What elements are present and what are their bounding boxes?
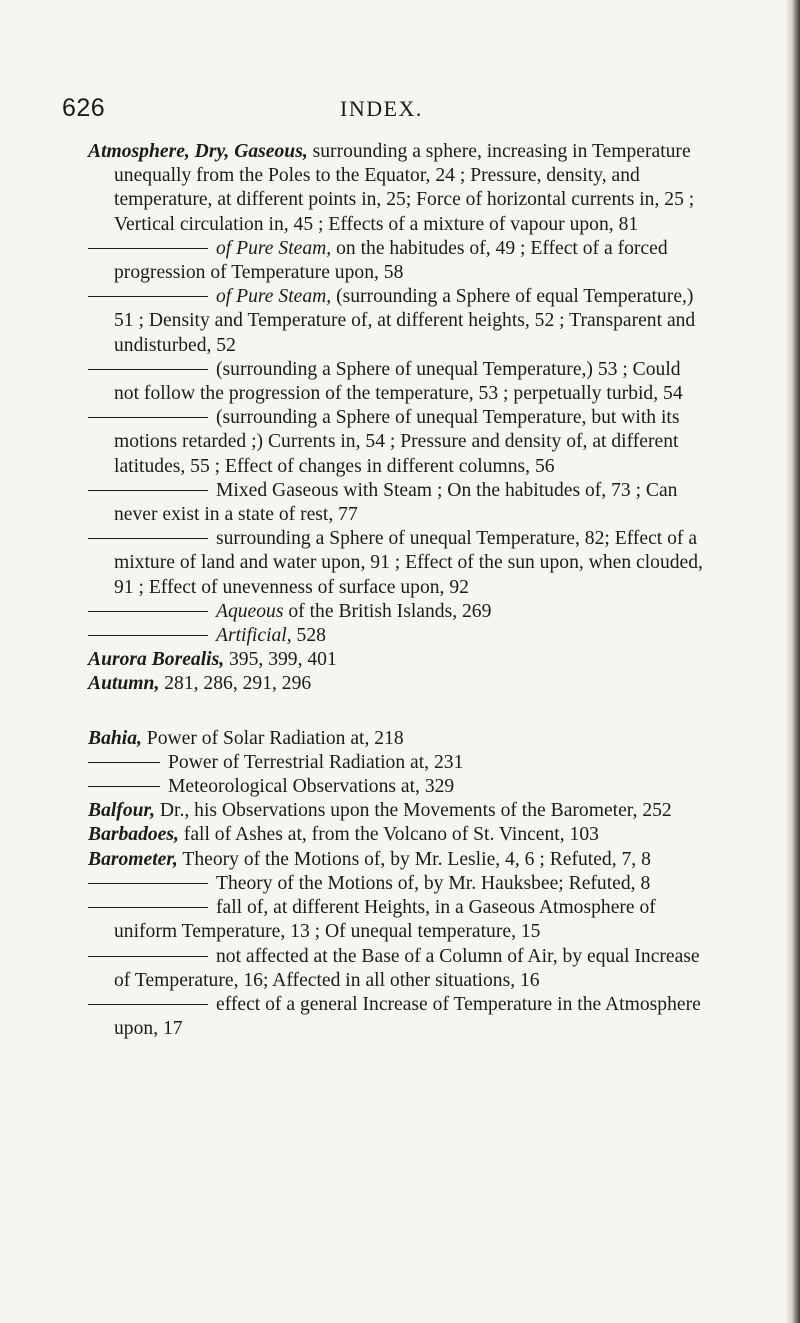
page-number: 626 (62, 94, 106, 122)
index-entry-atmosphere (88, 140, 708, 237)
running-head: INDEX. (340, 96, 423, 121)
subentry-head: of Pure Steam, (216, 237, 332, 259)
entry-text: fall of, at different Heights, in a Gaseous Atmosphere of uniform Temperature, 13 ; Of unequal temperature, 15 (114, 897, 656, 943)
index-subentry (88, 285, 708, 358)
ditto-dash (88, 538, 208, 539)
entry-text: Mixed Gaseous with Steam ; On the habitudes of, 73 ; Can never exist in a state of rest, 77 (114, 479, 678, 526)
ditto-dash (88, 1004, 208, 1005)
ditto-dash (88, 883, 208, 884)
headword: Autumn, (88, 673, 160, 695)
index-subentry (88, 775, 708, 799)
entry-text: 281, 286, 291, 296 (159, 673, 312, 695)
subentry-head: Artificial, (216, 625, 292, 647)
entry-text: 395, 399, 401 (224, 649, 337, 671)
entry-text: (surrounding a Sphere of unequal Temperature, but with its motions retarded ;) Currents in, 54 ; Pressure and density of, at different latitudes, 55 ; Effect of changes in different columns, 56 (114, 407, 680, 477)
index-entry-barometer (88, 848, 708, 872)
entry-text: Dr., his Observations upon the Movements of the Barometer, 252 (154, 800, 672, 822)
ditto-dash (88, 417, 208, 418)
entry-text: Theory of the Motions of, by Mr. Hauksbee; Refuted, 8 (216, 872, 651, 894)
index-subentry (88, 751, 708, 775)
index-subentry (88, 993, 708, 1041)
entry-text: (surrounding a Sphere of equal Temperature,) 51 ; Density and Temperature of, at different heights, 52 ; Transparent and undisturbed, 52 (114, 286, 696, 356)
index-subentry (88, 237, 708, 285)
ditto-dash (88, 369, 208, 370)
subentry-head: of Pure Steam, (216, 286, 332, 308)
entry-text: effect of a general Increase of Temperature in the Atmosphere upon, 17 (114, 993, 701, 1040)
entry-text: surrounding a sphere, increasing in Temperature unequally from the Poles to the Equator, 24 ; Pressure, density, and temperature, at different points in, 25; Force of horizontal currents in, 25 ; Vertical circulation in, 45 ; Effects of a mixture of vapour upon, 81 (114, 141, 695, 235)
ditto-dash (88, 248, 208, 249)
index-subentry (88, 358, 708, 406)
index-subentry (88, 479, 708, 527)
index-entry-barbadoes (88, 823, 708, 847)
ditto-dash (88, 956, 208, 957)
entry-text: Power of Solar Radiation at, 218 (141, 727, 404, 749)
index-subentry (88, 872, 708, 896)
headword: Balfour, (88, 800, 155, 822)
index-entry-autumn (88, 672, 708, 696)
ditto-dash (88, 490, 208, 491)
index-entry-bahia (88, 727, 708, 751)
entry-text: fall of Ashes at, from the Volcano of St. Vincent, 103 (178, 824, 599, 846)
index-subentry (88, 896, 708, 944)
entry-text: Meteorological Observations at, 329 (168, 776, 455, 798)
headword: Barbadoes, (88, 824, 179, 846)
section-gap (88, 697, 708, 727)
ditto-dash (88, 296, 208, 297)
index-subentry (88, 406, 708, 479)
entry-text: Power of Terrestrial Radiation at, 231 (168, 751, 464, 773)
ditto-dash (88, 786, 160, 787)
index-subentry (88, 624, 708, 648)
index-subentry (88, 945, 708, 993)
index-entry-aurora-borealis (88, 648, 708, 672)
index-entry-balfour (88, 799, 708, 823)
entry-text: 528 (291, 625, 326, 647)
headword: Barometer, (88, 848, 178, 870)
headword: Atmosphere, Dry, Gaseous, (88, 141, 308, 162)
index-subentry (88, 527, 708, 600)
ditto-dash (88, 611, 208, 612)
ditto-dash (88, 762, 160, 763)
ditto-dash (88, 907, 208, 908)
entry-text: (surrounding a Sphere of unequal Temperature,) 53 ; Could not follow the progression of the temperature, 53 ; perpetually turbid, 54 (114, 358, 683, 405)
entry-text: of the British Islands, 269 (283, 600, 492, 622)
entry-text: on the habitudes of, 49 ; Effect of a forced progression of Temperature upon, 58 (114, 237, 668, 284)
entry-text: Theory of the Motions of, by Mr. Leslie, 4, 6 ; Refuted, 7, 8 (177, 848, 651, 870)
ditto-dash (88, 635, 208, 636)
page-edge-shadow (786, 0, 800, 1323)
entry-text: surrounding a Sphere of unequal Temperature, 82; Effect of a mixture of land and water upon, 91 ; Effect of the sun upon, when clouded, 91 ; Effect of unevenness of surface upon, 92 (114, 528, 703, 598)
index-subentry (88, 600, 708, 624)
entry-text: not affected at the Base of a Column of Air, by equal Increase of Temperature, 16; Affected in all other situations, 16 (114, 945, 700, 991)
subentry-head: Aqueous (216, 600, 284, 622)
index-body (88, 140, 708, 1041)
headword: Bahia, (88, 727, 142, 749)
headword: Aurora Borealis, (88, 649, 225, 671)
